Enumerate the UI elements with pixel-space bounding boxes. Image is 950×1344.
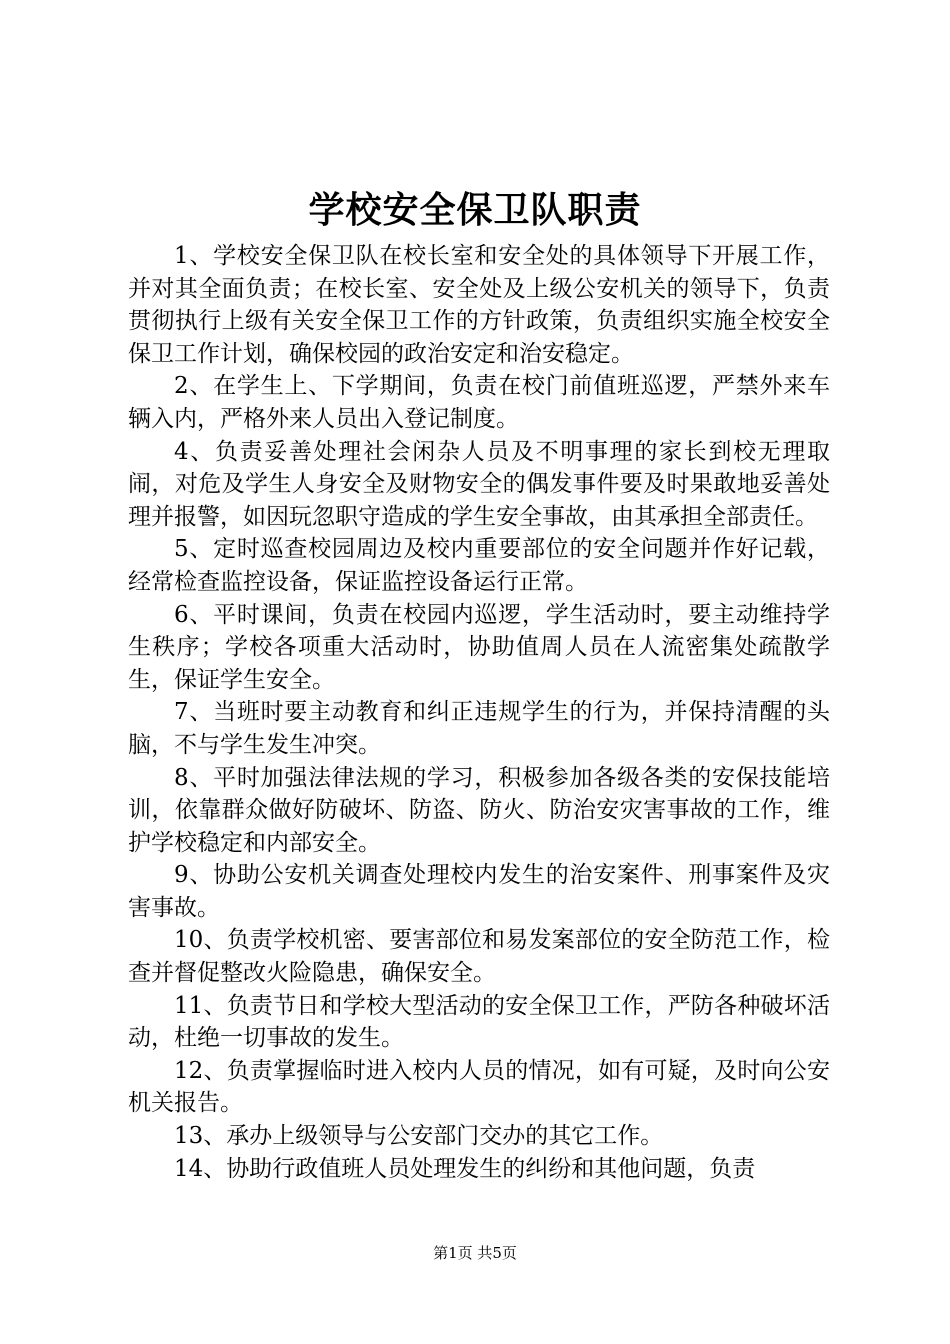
paragraph-13: 13、承办上级领导与公安部门交办的其它工作。 xyxy=(174,1123,664,1150)
paragraph-12: 12、负责掌握临时进入校内人员的情况，如有可疑，及时向公安机关报告。 xyxy=(128,1057,830,1117)
paragraph-4: 4、负责妥善处理社会闲杂人员及不明事理的家长到校无理取闹，对危及学生人身安全及财物安全的偶发事件要及时果敢地妥善处理并报警，如因玩忽职守造成的学生安全事故，由其承担全部责任。 xyxy=(128,438,830,530)
paragraph-6: 6、平时课间，负责在校园内巡逻，学生活动时，要主动维持学生秩序；学校各项重大活动时，协助值周人员在人流密集处疏散学生，保证学生安全。 xyxy=(128,601,830,693)
paragraph-14: 14、协助行政值班人员处理发生的纠纷和其他问题，负责 xyxy=(174,1155,756,1182)
paragraph-9: 9、协助公安机关调查处理校内发生的治安案件、刑事案件及灾害事故。 xyxy=(128,862,830,921)
paragraph-1: 1、学校安全保卫队在校长室和安全处的具体领导下开展工作，并对其全面负责；在校长室、安全处及上级公安机关的领导下，负责贯彻执行上级有关安全保卫工作的方针政策，负责组织实施全校安全保卫工作计划，确保校园的政治安定和治安稳定。 xyxy=(128,243,830,367)
paragraph-10: 10、负责学校机密、要害部位和易发案部位的安全防范工作，检查并督促整改火险隐患，确保安全。 xyxy=(128,927,830,987)
paragraph-7: 7、当班时要主动教育和纠正违规学生的行为，并保持清醒的头脑，不与学生发生冲突。 xyxy=(128,699,830,758)
paragraph-2: 2、在学生上、下学期间，负责在校门前值班巡逻，严禁外来车辆入内，严格外来人员出入登记制度。 xyxy=(128,373,830,432)
document-title: 学校安全保卫队职责 xyxy=(308,189,642,231)
paragraph-5: 5、定时巡查校园周边及校内重要部位的安全问题并作好记载，经常检查监控设备，保证监控设备运行正常。 xyxy=(128,536,830,595)
paragraph-11: 11、负责节日和学校大型活动的安全保卫工作，严防各种破坏活动，杜绝一切事故的发生。 xyxy=(128,992,830,1052)
paragraph-8: 8、平时加强法律法规的学习，积极参加各级各类的安保技能培训，依靠群众做好防破坏、防盗、防火、防治安灾害事故的工作，维护学校稳定和内部安全。 xyxy=(128,764,830,856)
document-body xyxy=(128,240,830,1185)
page-footer: 第1页 共5页 xyxy=(433,1244,517,1262)
